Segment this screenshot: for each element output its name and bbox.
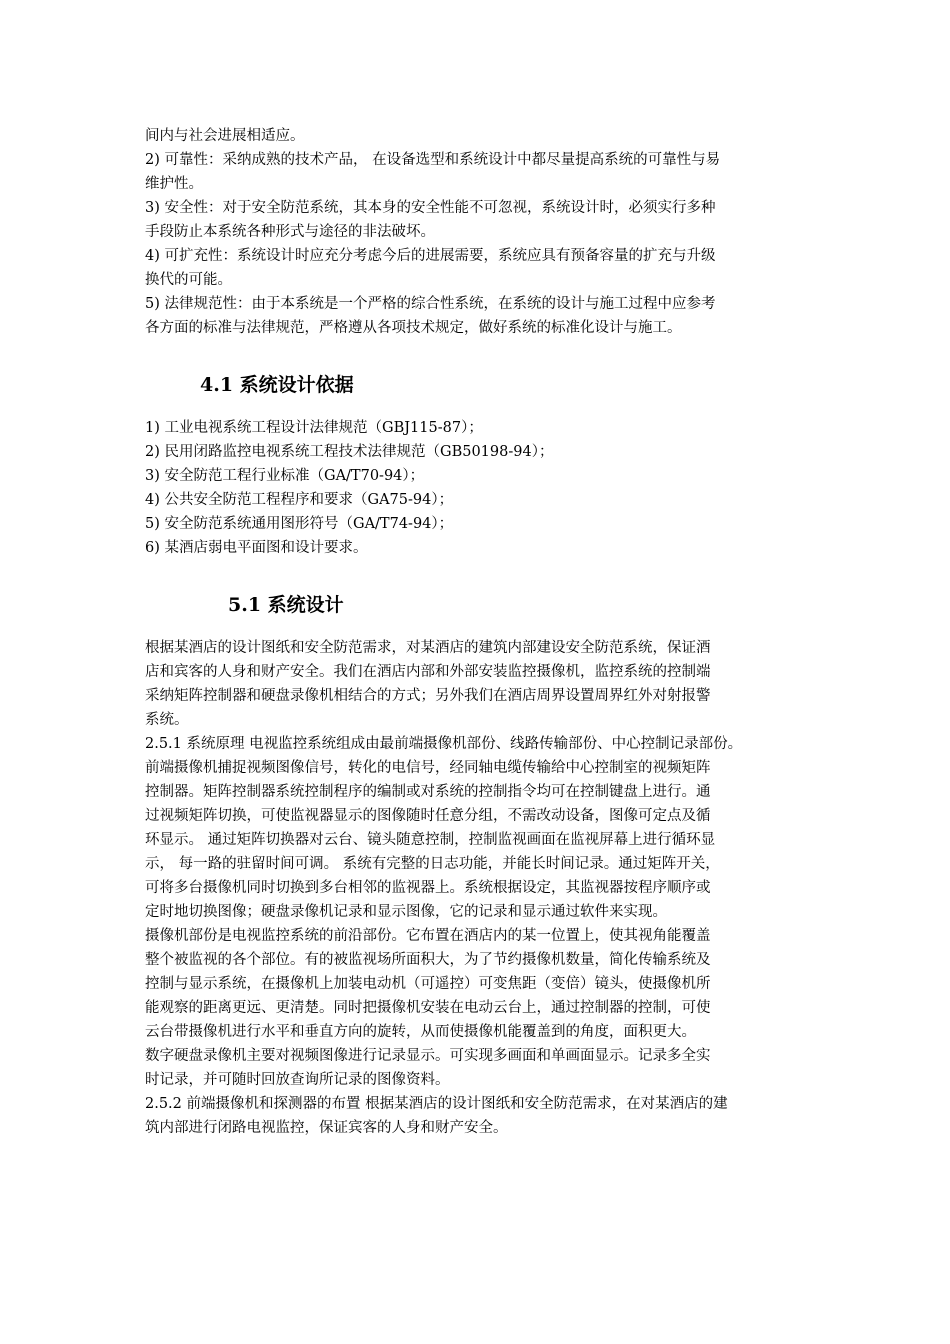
text-line: 手段防止本系统各种形式与途径的非法破坏。: [145, 224, 435, 240]
list-item: 2) 民用闭路监控电视系统工程技术法律规范（GB50198-94）；: [145, 444, 554, 460]
list-item: 6) 某酒店弱电平面图和设计要求。: [145, 540, 368, 556]
text-line: 数字硬盘录像机主要对视频图像进行记录显示。可实现多画面和单画面显示。记录多全实: [145, 1048, 711, 1064]
text-line: 2.5.2 前端摄像机和探测器的布置 根据某酒店的设计图纸和安全防范需求，在对某酒店的建: [145, 1096, 728, 1112]
text-line: 各方面的标准与法律规范，严格遵从各项技术规定，做好系统的标准化设计与施工。: [145, 320, 682, 336]
text-line: 时记录，并可随时回放查询所记录的图像资料。: [145, 1072, 450, 1088]
section-heading-4-1: 4.1 系统设计依据: [200, 374, 354, 396]
list-item: 3) 安全防范工程行业标准（GA/T70-94）；: [145, 468, 425, 484]
text-line: 维护性。: [145, 176, 203, 192]
section-heading-5-1: 5.1 系统设计: [228, 594, 344, 616]
text-line: 根据某酒店的设计图纸和安全防范需求，对某酒店的建筑内部建设安全防范系统，保证酒: [145, 640, 711, 656]
text-line: 示， 每一路的驻留时间可调。 系统有完整的日志功能，并能长时间记录。通过矩阵开关，: [145, 856, 720, 872]
text-line: 换代的可能。: [145, 272, 232, 288]
text-line: 摄像机部份是电视监控系统的前沿部份。它布置在酒店内的某一位置上，使其视角能覆盖: [145, 928, 711, 944]
list-item: 4) 公共安全防范工程程序和要求（GA75-94）；: [145, 492, 454, 508]
text-line: 间内与社会进展相适应。: [145, 128, 305, 144]
text-line: 采纳矩阵控制器和硬盘录像机相结合的方式；另外我们在酒店周界设置周界红外对射报警: [145, 688, 711, 704]
text-line: 2.5.1 系统原理 电视监控系统组成由最前端摄像机部份、线路传输部份、中心控制记录部份。: [145, 736, 743, 752]
text-line: 整个被监视的各个部位。有的被监视场所面积大，为了节约摄像机数量，简化传输系统及: [145, 952, 711, 968]
system-design-body: [145, 636, 825, 1140]
text-line: 3) 安全性：对于安全防范系统，其本身的安全性能不可忽视，系统设计时，必须实行多种: [145, 200, 716, 216]
text-line: 筑内部进行闭路电视监控，保证宾客的人身和财产安全。: [145, 1120, 508, 1136]
text-line: 过视频矩阵切换，可使监视器显示的图像随时任意分组，不需改动设备，图像可定点及循: [145, 808, 711, 824]
text-line: 定时地切换图像；硬盘录像机记录和显示图像，它的记录和显示通过软件来实现。: [145, 904, 667, 920]
intro-block: [145, 124, 825, 340]
text-line: 环显示。 通过矩阵切换器对云台、镜头随意控制，控制监视画面在监视屏幕上进行循环显: [145, 832, 716, 848]
text-line: 前端摄像机捕捉视频图像信号，转化的电信号，经同轴电缆传输给中心控制室的视频矩阵: [145, 760, 711, 776]
text-line: 系统。: [145, 712, 189, 728]
list-item: 5) 安全防范系统通用图形符号（GA/T74-94）；: [145, 516, 454, 532]
list-item: 1) 工业电视系统工程设计法律规范（GBJ115-87）；: [145, 420, 483, 436]
text-line: 5) 法律规范性：由于本系统是一个严格的综合性系统，在系统的设计与施工过程中应参考: [145, 296, 716, 312]
text-line: 4) 可扩充性：系统设计时应充分考虑今后的进展需要，系统应具有预备容量的扩充与升级: [145, 248, 716, 264]
document-body: [145, 124, 825, 1140]
text-line: 能观察的距离更远、更清楚。同时把摄像机安装在电动云台上，通过控制器的控制，可使: [145, 1000, 711, 1016]
design-basis-list: [145, 416, 825, 560]
text-line: 控制与显示系统，在摄像机上加装电动机（可遥控）可变焦距（变倍）镜头，使摄像机所: [145, 976, 711, 992]
text-line: 可将多台摄像机同时切换到多台相邻的监视器上。系统根据设定，其监视器按程序顺序或: [145, 880, 711, 896]
text-line: 云台带摄像机进行水平和垂直方向的旋转，从而使摄像机能覆盖到的角度，面积更大。: [145, 1024, 696, 1040]
text-line: 店和宾客的人身和财产安全。我们在酒店内部和外部安装监控摄像机，监控系统的控制端: [145, 664, 711, 680]
text-line: 2) 可靠性：采纳成熟的技术产品， 在设备选型和系统设计中都尽量提高系统的可靠性与易: [145, 152, 721, 168]
text-line: 控制器。矩阵控制器系统控制程序的编制或对系统的控制指令均可在控制键盘上进行。通: [145, 784, 711, 800]
